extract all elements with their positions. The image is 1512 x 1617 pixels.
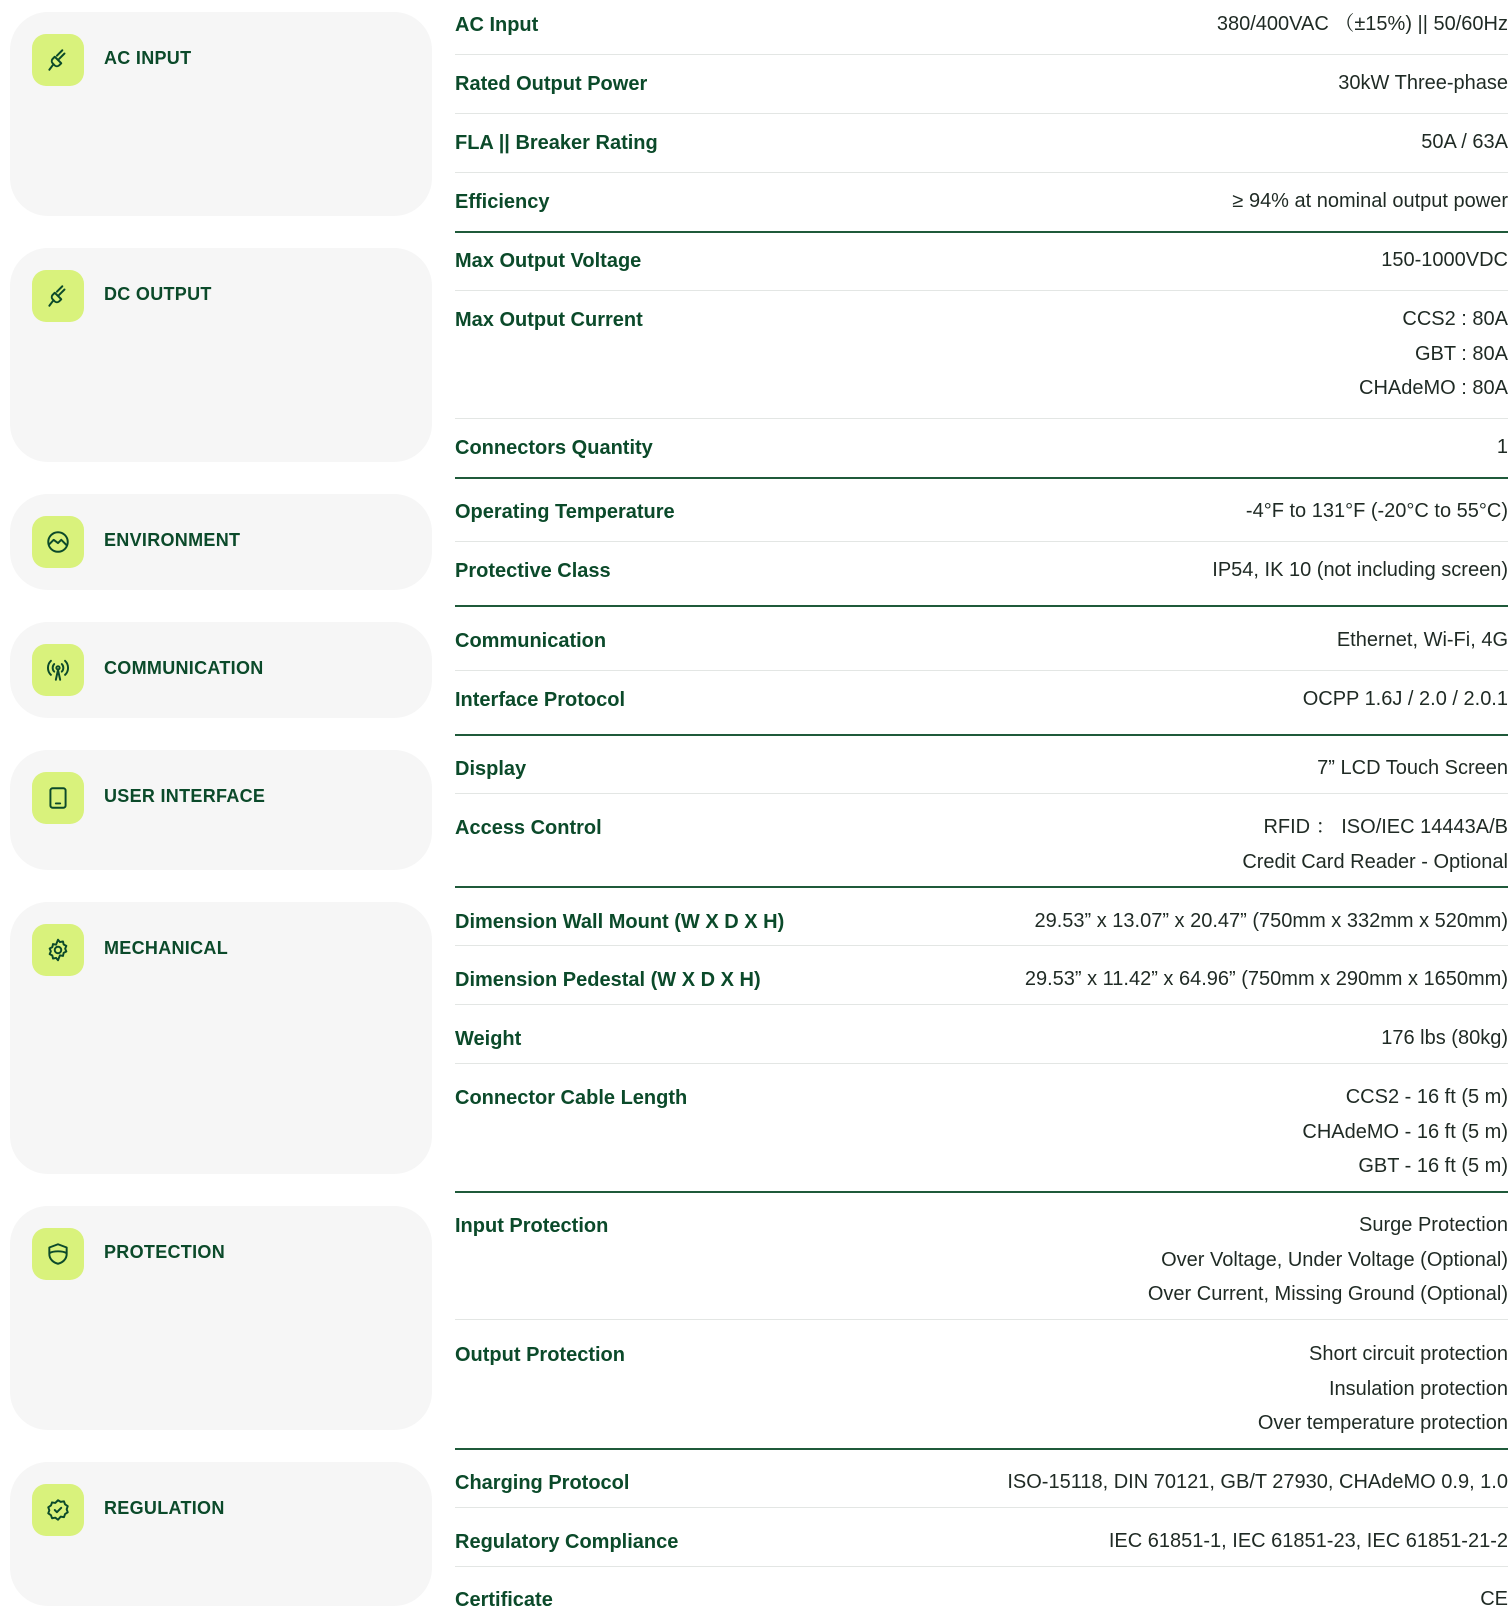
display-icon [45,785,71,811]
spec-value [1381,1021,1508,1056]
category-card-mechanical [10,902,432,1174]
category-card-communication [10,622,432,718]
section-divider [455,605,1508,607]
spec-key: AC Input [455,14,539,36]
row-divider [455,113,1508,114]
spec-value [1034,904,1508,939]
category-badge [32,644,84,696]
landscape-icon [45,529,71,555]
spec-value-line: 7” LCD Touch Screen [1317,757,1508,779]
category-label: ENVIRONMENT [104,530,241,550]
category-badge [32,1484,84,1536]
spec-value [1148,1208,1508,1312]
spec-value [1217,7,1508,42]
spec-value-line: -4°F to 131°F (-20°C to 55°C) [1245,500,1508,522]
spec-key: Operating Temperature [455,501,675,523]
category-card-user-interface [10,750,432,870]
category-label: PROTECTION [104,1242,226,1262]
row-divider [455,54,1508,55]
section-divider [455,886,1508,888]
category-label: AC INPUT [104,48,192,68]
spec-value-line: 30kW Three-phase [1338,72,1508,94]
category-card-environment [10,494,432,590]
category-badge [32,772,84,824]
spec-value-line: ISO-15118, DIN 70121, GB/T 27930, CHAdeMO 0.9, 1.0 [1007,1471,1508,1493]
spec-value-line: IP54, IK 10 (not including screen) [1212,559,1508,581]
gear-icon [45,937,71,963]
row-divider [455,793,1508,794]
spec-key: Interface Protocol [455,689,626,711]
spec-key: Access Control [455,817,602,839]
antenna-icon [45,657,71,683]
spec-value-line: Over temperature protection [1257,1412,1508,1434]
category-badge [32,924,84,976]
section-divider [455,231,1508,233]
row-divider [455,290,1508,291]
row-divider [455,1063,1508,1064]
spec-value [1359,302,1508,406]
spec-value-line: CE [1480,1588,1508,1610]
check-badge-icon [45,1497,71,1523]
category-badge [32,34,84,86]
plug-icon [45,47,71,73]
shield-icon [45,1241,71,1267]
spec-value [1303,682,1508,717]
row-divider [455,1004,1508,1005]
spec-value [1302,1080,1508,1184]
spec-key: Output Protection [455,1344,625,1366]
spec-value [1338,66,1508,101]
category-badge [32,516,84,568]
spec-value-line: 176 lbs (80kg) [1381,1027,1508,1049]
category-label: DC OUTPUT [104,284,212,304]
row-divider [455,670,1508,671]
section-divider [455,1191,1508,1193]
spec-key: Connector Cable Length [455,1087,688,1109]
spec-key: Display [455,758,527,780]
spec-value [1317,751,1508,786]
row-divider [455,541,1508,542]
spec-value-line: RFID ： ISO/IEC 14443A/B [1263,816,1508,838]
spec-key: Dimension Wall Mount (W X D X H) [455,911,785,933]
spec-key: Weight [455,1028,522,1050]
row-divider [455,945,1508,946]
category-label: COMMUNICATION [104,658,264,678]
spec-key: Max Output Current [455,309,643,331]
spec-value [1025,962,1508,997]
category-badge [32,270,84,322]
spec-value-line: CHAdeMO : 80A [1359,377,1508,399]
spec-key: FLA || Breaker Rating [455,132,658,154]
spec-key: Connectors Quantity [455,437,653,459]
spec-value-line: 1 [1496,436,1508,458]
section-divider [455,477,1508,479]
row-divider [455,172,1508,173]
spec-value-line: Over Current, Missing Ground (Optional) [1147,1283,1508,1305]
spec-value-line: OCPP 1.6J / 2.0 / 2.0.1 [1302,688,1508,710]
spec-value [1258,1337,1508,1441]
section-divider [455,1448,1508,1450]
category-badge [32,1228,84,1280]
spec-value [1480,1582,1508,1617]
spec-key: Max Output Voltage [455,250,642,272]
spec-value-line: 29.53” x 13.07” x 20.47” (750mm x 332mm x 520mm) [1034,910,1508,932]
spec-value [1212,553,1508,588]
spec-value-line: 29.53” x 11.42” x 64.96” (750mm x 290mm x 1650mm) [1024,968,1508,990]
spec-value [1246,494,1508,529]
spec-value-line: CCS2 : 80A [1402,308,1508,330]
spec-key: Certificate [455,1589,553,1611]
category-label: USER INTERFACE [104,786,266,806]
row-divider [455,1507,1508,1508]
spec-value [1242,810,1508,879]
spec-value [1421,125,1508,160]
spec-value [1109,1524,1508,1559]
spec-key: Protective Class [455,560,611,582]
spec-value-line: 150-1000VDC [1381,249,1508,271]
spec-key: Dimension Pedestal (W X D X H) [455,969,761,991]
spec-key: Efficiency [455,191,550,213]
spec-value-line: CCS2 - 16 ft (5 m) [1345,1086,1508,1108]
spec-value-line: Ethernet, Wi-Fi, 4G [1336,629,1508,651]
row-divider [455,1566,1508,1567]
spec-value [1337,623,1508,658]
spec-value-line: CHAdeMO - 16 ft (5 m) [1302,1120,1508,1143]
category-label: REGULATION [104,1498,225,1518]
spec-value-line: Credit Card Reader - Optional [1242,850,1508,873]
spec-value [1007,1465,1508,1500]
row-divider [455,418,1508,419]
spec-value-line: GBT : 80A [1414,342,1508,365]
category-card-protection [10,1206,432,1430]
spec-key: Input Protection [455,1215,609,1237]
spec-value [1381,243,1508,278]
spec-value [1497,430,1508,465]
spec-key: Rated Output Power [455,73,648,95]
spec-value-line: Short circuit protection [1309,1343,1508,1365]
spec-value-line: Insulation protection [1328,1377,1508,1400]
category-label: MECHANICAL [104,938,228,958]
spec-value [1232,184,1508,219]
row-divider [455,1319,1508,1320]
spec-key: Regulatory Compliance [455,1531,679,1553]
spec-value-line: Surge Protection [1359,1214,1508,1236]
spec-value-line: 380/400VAC （±15%) || 50/60Hz [1216,13,1508,35]
spec-key: Charging Protocol [455,1472,630,1494]
plug-icon [45,283,71,309]
spec-key: Communication [455,630,607,652]
spec-value-line: 50A / 63A [1421,131,1508,153]
category-card-dc-output [10,248,432,462]
section-divider [455,734,1508,736]
spec-value-line: ≥ 94% at nominal output power [1232,190,1508,212]
spec-value-line: Over Voltage, Under Voltage (Optional) [1161,1248,1508,1271]
spec-value-line: GBT - 16 ft (5 m) [1358,1155,1508,1177]
category-card-ac-input [10,12,432,216]
spec-value-line: IEC 61851-1, IEC 61851-23, IEC 61851-21-2 [1108,1530,1508,1552]
category-card-regulation [10,1462,432,1606]
